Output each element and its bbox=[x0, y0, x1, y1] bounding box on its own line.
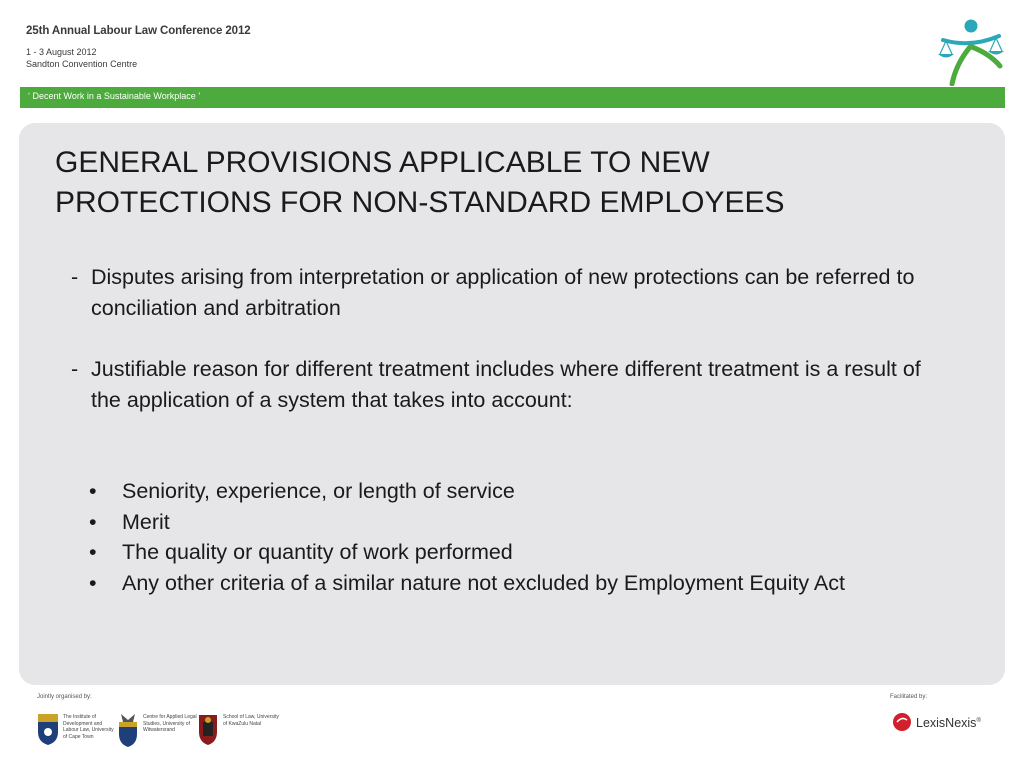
bullet-marker: • bbox=[89, 509, 97, 534]
facilitated-by-label: Facilitated by: bbox=[890, 694, 928, 700]
list-item-text: The quality or quantity of work performed bbox=[122, 540, 513, 565]
lexisnexis-wordmark bbox=[916, 716, 981, 730]
slide-header bbox=[0, 0, 1024, 88]
conference-venue: Sandton Convention Centre bbox=[26, 59, 138, 69]
bullet-marker: • bbox=[89, 479, 97, 503]
list-item-text: Merit bbox=[122, 509, 170, 534]
dash-item-text: Justifiable reason for different treatment includes where different treatment is a result of the application of a system that takes into account: bbox=[91, 357, 921, 412]
lexisnexis-logo-icon bbox=[892, 712, 912, 732]
dash-item-text: Disputes arising from interpretation or application of new protections can be referred to conciliation and arbitration bbox=[91, 265, 915, 320]
list-item-text: Seniority, experience, or length of service bbox=[122, 479, 515, 503]
partner-ukzn bbox=[197, 710, 277, 752]
slide-footer bbox=[0, 686, 1024, 768]
registered-mark: ® bbox=[976, 717, 981, 724]
content-panel bbox=[19, 123, 1005, 685]
dash-item bbox=[71, 262, 931, 323]
list-item-text: Any other criteria of a similar nature not excluded by Employment Equity Act bbox=[122, 570, 845, 595]
ukzn-crest-icon bbox=[197, 712, 219, 746]
conference-dates: 1 - 3 August 2012 bbox=[26, 47, 97, 57]
scales-of-justice-figure-icon bbox=[934, 14, 1008, 86]
partner-uct bbox=[37, 710, 127, 752]
theme-text: ‘ Decent Work in a Sustainable Workplace ’ bbox=[28, 91, 201, 101]
conference-title: 25th Annual Labour Law Conference 2012 bbox=[26, 25, 251, 37]
uct-crest-icon bbox=[37, 712, 59, 746]
dash-marker: - bbox=[71, 357, 79, 381]
slide-title-line-1: GENERAL PROVISIONS APPLICABLE TO NEW bbox=[55, 146, 710, 179]
lexisnexis-logo bbox=[892, 712, 992, 734]
theme-banner bbox=[20, 87, 1005, 108]
list-item bbox=[89, 537, 929, 568]
partner-wits-text: Centre for Applied Legal Studies, University of Witwatersrand bbox=[143, 714, 197, 733]
bullet-marker: • bbox=[89, 540, 97, 565]
dash-marker: - bbox=[71, 265, 79, 289]
list-item bbox=[89, 476, 929, 507]
slide-title-line-2: PROTECTIONS FOR NON-STANDARD EMPLOYEES bbox=[55, 186, 785, 219]
partner-uct-text: The Institute of Development and Labour Law, University of Cape Town bbox=[63, 714, 114, 740]
jointly-organised-label: Jointly organised by: bbox=[37, 694, 92, 700]
slide-title bbox=[55, 143, 935, 223]
wits-crest-icon bbox=[117, 710, 139, 748]
list-item bbox=[89, 568, 929, 599]
partner-wits bbox=[117, 710, 207, 752]
partner-ukzn-text: School of Law, University of KwaZulu Natal bbox=[223, 714, 279, 727]
bullet-marker: • bbox=[89, 570, 97, 595]
dash-item bbox=[71, 354, 931, 415]
lexisnexis-name: LexisNexis bbox=[916, 716, 977, 730]
list-item bbox=[89, 507, 929, 538]
criteria-list bbox=[89, 476, 929, 598]
